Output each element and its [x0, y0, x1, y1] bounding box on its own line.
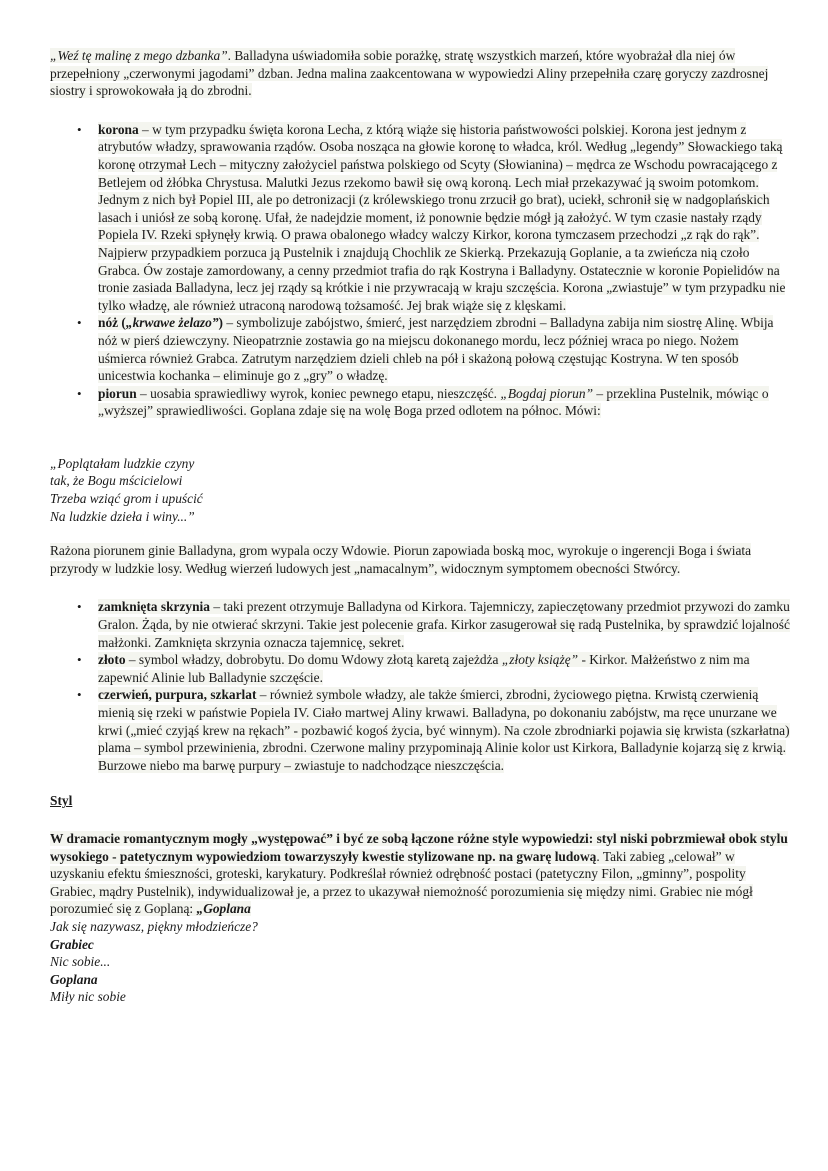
symbols-list-2 — [50, 598, 790, 774]
list-item-czerwien: • czerwień, purpura, szkarlat – również symbole władzy, ale także śmierci, zbrodni, życiowego piętna. Krwistą czerwienią mienią się rzeki w państwie Popiela IV. Ciało martwej Aliny krwawi. Balladyna, po dokonaniu zabójstw, ma ręce unurzane we krwi („mieć czyjąś krew na rękach” - pozbawić kogoś życia, być winnym). Na czole zbrodniarki pojawia się krwista (szkarłatna) plama – symbol przewinienia, zbrodni. Czerwone maliny przypominają Alinie kolor ust Kirkora, Balladynie kojarzą się z krwią. Burzowe niebo ma barwę purpury – zwiastuje to nadchodzące nieszczęścia. — [77, 687, 790, 773]
list-item-skrzynia: • zamknięta skrzynia – taki prezent otrzymuje Balladyna od Kirkora. Tajemniczy, zapieczętowany przedmiot przywozi do zamku Gralon. Żąda, by nie otwierać skrzyni. Takie jest polecenie grafa. Kirkor zasugerował się radą Pustelnika, by sprawdzić lojalność małżonki. Zamknięta skrzynia oznacza tajemnicę, sekret. — [77, 599, 790, 650]
desc-noz: – symbolizuje zabójstwo, śmierć, jest narzędziem zbrodni – Balladyna zabija nim siostrę Alinę. Wbija nóż w pierś dziewczyny. Nieopatrznie zostawia go na miejscu dokonanego mordu, lecz później wraca po niego. Nożem uśmierca również Grabca. Zatrutym narzędziem dzieli chleb na pół i skażoną połową częstując Kostryna. W ten sposób unicestwia kochanka – eliminuje go z „gry” o władzę. — [98, 315, 774, 384]
bullet-icon: • — [77, 121, 82, 137]
term-noz: nóż („krwawe żelazo”) — [98, 315, 223, 331]
desc-korona: – w tym przypadku święta korona Lecha, z którą wiąże się historia państwowości polskiej. Korona jest jednym z atrybutów władzy, sprawowania rządów. Osoba nosząca na głowie koronę to władca, król. Według „legendy” Słowackiego taką koronę otrzymał Lech – mityczny założyciel państwa polskiego od Scyty (Słowianina) – mędrca ze Wschodu powracającego z Betlejem od żłóbka Chrystusa. Malutki Jezus rzekomo bawił się ową koroną. Lech miał przekazywać ją swoim potomkom. Jednym z nich był Popiel III, ale po detronizacji (z królewskiego tronu zrzucił go brat), uciekł, schronił się w nadgoplańskich lasach i uniósł ze sobą koronę. Ufał, że nadejdzie moment, iż ponownie będzie mógł ją założyć. W tym czasie nastały rządy Popiela IV. Rzeki spłynęły krwią. O prawa obalonego władcy walczy Kirkor, korona tymczasem przechodzi „z rąk do rąk”. Najpierw przypadkiem porzuca ją Pustelnik i znajdują Chochlik ze Skierką. Przekazują Goplanie, a ta zwieńcza nią czoło Grabca. Ów zostaje zamordowany, a cenny przedmiot trafia do rąk Kostryna i Balladyny. Ostatecznie w koronie Popielidów na tronie zasiada Balladyna, lecz jej rządy są krótkie i nie przywracają w kraju szczęścia. Korona „zwiastuje” w tym przypadku nie tylko władzę, ale również utraconą narodową tożsamość. Jej brak wiąże się z klęskami. — [98, 121, 786, 313]
dialog-speaker: Goplana — [50, 971, 98, 987]
dialog-line: Miły nic sobie — [50, 989, 126, 1005]
bullet-icon: • — [77, 652, 82, 668]
term-czerwien: czerwień, purpura, szkarlat — [98, 687, 257, 703]
symbols-list-1 — [50, 121, 790, 420]
quote-piorun: „Bogdaj piorun” — [500, 385, 594, 401]
term-piorun: piorun — [98, 385, 137, 401]
term-skrzynia: zamknięta skrzynia — [98, 599, 210, 615]
document-page — [50, 47, 790, 1006]
style-paragraph: W dramacie romantycznym mogły „występować” i być ze sobą łączone różne style wypowiedzi: styl niski pobrzmiewał obok stylu wysokiego - patetycznym wypowiedziom towarzyszyły kwestie stylizowane np. na gwarę ludową. Taki zabieg „celował” w uzyskaniu efektu śmieszności, groteski, karykatury. Podkreślał również odrębność postaci (patetyczny Filon, „gminny”, pospolity Grabiec, mądry Pustelnik), indywidualizował je, a przez to ukazywał niemożność porozumienia się między nimi. Grabiec nie mógł porozumieć się z Goplaną: „Goplana — [50, 830, 788, 917]
intro-text: . Balladyna uświadomiła sobie porażkę, stratę wszystkich marzeń, które wyobrażał dla niej ów przepełniony „czerwonymi jagodami” dzban. Jedna malina zaakcentowana w wypowiedzi Aliny przepełniła czarę goryczy zazdrosnej siostry i sprowokowała ją do zbrodni. — [50, 48, 769, 99]
bullet-icon: • — [77, 687, 82, 703]
dialog-excerpt — [50, 918, 790, 1006]
verse-line: „Poplątałam ludzkie czyny — [50, 455, 195, 471]
list-item-zloto: • złoto – symbol władzy, dobrobytu. Do domu Wdowy złotą karetą zajeżdża „złoty książę” - Kirkor. Małżeństwo z nim ma zapewnić Alinie lub Balladynie szczęście. — [77, 652, 750, 685]
dialog-line: Jak się nazywasz, piękny młodzieńcze? — [50, 918, 258, 934]
bullet-icon: • — [77, 315, 82, 331]
dialog-speaker: Grabiec — [50, 936, 94, 952]
verse-line: Na ludzkie dzieła i winy...” — [50, 508, 195, 524]
list-item-piorun: • piorun – uosabia sprawiedliwy wyrok, koniec pewnego etapu, nieszczęść. „Bogdaj piorun” – przeklina Pustelnik, mówiąc o „wyższej” sprawiedliwości. Goplana zdaje się na wolę Boga przed odlotem na północ. Mówi: — [77, 385, 769, 419]
verse-quote — [50, 455, 790, 525]
list-item-korona — [50, 121, 790, 315]
intro-quote: „Weź tę malinę z mego dzbanka” — [50, 48, 228, 63]
dialog-line: Nic sobie... — [50, 954, 111, 970]
quote-zloty-ksiaze: „złoty książę” — [501, 652, 579, 668]
list-item-noz — [50, 314, 790, 384]
term-korona: korona — [98, 121, 139, 137]
section-heading-styl: Styl — [50, 793, 73, 809]
after-verse-paragraph: Rażona piorunem ginie Balladyna, grom wypala oczy Wdowie. Piorun zapowiada boską moc, wyrokuje o ingerencji Boga i świata przyrody w ludzkie losy. Według wierzeń ludowych jest „namacalnym”, widocznym symptomem obecności Stwórcy. — [50, 543, 752, 576]
verse-line: Trzeba wziąć grom i upuścić — [50, 491, 203, 507]
term-zloto: złoto — [98, 652, 126, 668]
verse-line: tak, że Bogu mścicielowi — [50, 473, 183, 489]
bullet-icon: • — [77, 385, 82, 401]
intro-paragraph — [50, 47, 790, 100]
bullet-icon: • — [77, 599, 82, 615]
